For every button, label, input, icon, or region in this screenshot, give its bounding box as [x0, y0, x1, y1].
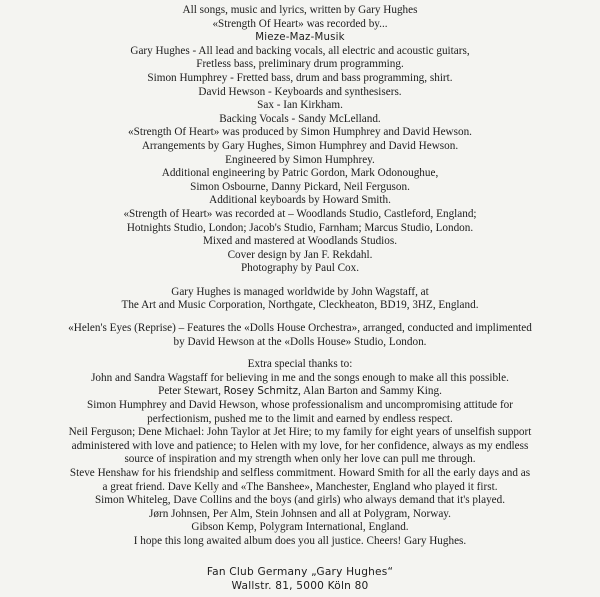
- thanks-line: Gibson Kemp, Polygram International, England.: [191, 521, 409, 534]
- thanks-line: administered with love and patience; to Helen with my love, for her confidence, always as my endless: [71, 439, 529, 452]
- thanks-name: Rosey Schmitz: [223, 386, 298, 398]
- thanks-line: Neil Ferguson; Dene Michael: John Taylor at Jet Hire; to my family for eight years of unselfish support: [68, 426, 532, 439]
- credits-line: «Strength Of Heart» was produced by Simon Humphrey and David Hewson.: [128, 126, 472, 139]
- credits-line: Backing Vocals - Sandy McLelland.: [219, 112, 381, 125]
- fan-club-address: Wallstr. 81, 5000 Köln 80: [231, 579, 369, 592]
- credits-line: Engineered by Simon Humphrey.: [225, 153, 375, 166]
- management-line: Gary Hughes is managed worldwide by John Wagstaff, at: [171, 285, 429, 298]
- thanks-line: Steve Henshaw for his friendship and selfless commitment. Howard Smith for all the early days and as: [69, 467, 531, 479]
- helens-eyes-line: by David Hewson at the «Dolls House» Studio, London.: [173, 335, 427, 348]
- credits-line: Additional keyboards by Howard Smith.: [209, 194, 391, 207]
- credits-line: Arrangements by Gary Hughes, Simon Humphrey and David Hewson.: [141, 139, 459, 152]
- thanks-line: Simon Humphrey and David Hewson, whose professionalism and uncompromising attitude for: [87, 399, 513, 412]
- credits-line: Simon Humphrey - Fretted bass, drum and bass programming, shirt.: [147, 71, 453, 84]
- publisher-line: Mieze-Maz-Musik: [255, 32, 345, 44]
- credits-line: Gary Hughes - All lead and backing vocals, all electric and acoustic guitars,: [130, 44, 470, 57]
- thanks-heading: Extra special thanks to:: [247, 358, 353, 371]
- credits-line: Hotnights Studio, London; Jacob's Studio, Farnham; Marcus Studio, London.: [126, 221, 474, 234]
- credits-line: Fretless bass, preliminary drum programming.: [196, 58, 404, 71]
- thanks-line: perfectionism, pushed me to the limit and earned by endless respect.: [147, 412, 453, 425]
- credits-section: [0, 4, 600, 276]
- thanks-line: Jørn Johnsen, Per Alm, Stein Johnsen and all at Polygram, Norway.: [149, 507, 451, 520]
- helens-eyes-section: [0, 322, 600, 349]
- thanks-line: source of inspiration and my strength when only her love can pull me through.: [124, 453, 476, 466]
- thanks-text: , Alan Barton and Sammy King.: [298, 385, 442, 398]
- credits-line: Simon Osbourne, Danny Pickard, Neil Ferguson.: [190, 180, 410, 193]
- credits-line: All songs, music and lyrics, written by Gary Hughes: [182, 4, 418, 16]
- thanks-line: John and Sandra Wagstaff for believing in me and the songs enough to make all this possible.: [91, 371, 509, 384]
- management-section: [0, 286, 600, 313]
- thanks-section: [0, 358, 600, 548]
- thanks-line: Simon Whiteleg, Dave Collins and the boys (and girls) who always demand that it's played.: [94, 494, 506, 507]
- credits-line: Cover design by Jan F. Rekdahl.: [227, 248, 373, 261]
- credits-line: Sax - Ian Kirkham.: [257, 99, 343, 112]
- fan-club-section: [0, 565, 600, 593]
- management-line: The Art and Music Corporation, Northgate, Cleckheaton, BD19, 3HZ, England.: [121, 299, 479, 312]
- credits-line: David Hewson - Keyboards and synthesisers.: [198, 85, 402, 98]
- credits-line: «Strength Of Heart» was recorded by...: [212, 17, 388, 30]
- credits-line: «Strength of Heart» was recorded at – Woodlands Studio, Castleford, England;: [123, 207, 477, 220]
- fan-club-name: Fan Club Germany „Gary Hughes“: [206, 565, 394, 578]
- thanks-line: I hope this long awaited album does you all justice. Cheers! Gary Hughes.: [133, 534, 467, 547]
- thanks-line: [0, 385, 600, 399]
- credits-line: Mixed and mastered at Woodlands Studios.: [202, 235, 398, 248]
- thanks-line: a great friend. Dave Kelly and «The Banshee», Manchester, England who played it first.: [102, 480, 498, 493]
- credits-line: Photography by Paul Cox.: [240, 262, 360, 275]
- thanks-text: Peter Stewart,: [158, 385, 224, 398]
- credits-line: Additional engineering by Patric Gordon, Mark Odonoughue,: [161, 167, 439, 180]
- helens-eyes-line: «Helen's Eyes (Reprise) – Features the «Dolls House Orchestra», arranged, conducted and implimented: [68, 322, 532, 335]
